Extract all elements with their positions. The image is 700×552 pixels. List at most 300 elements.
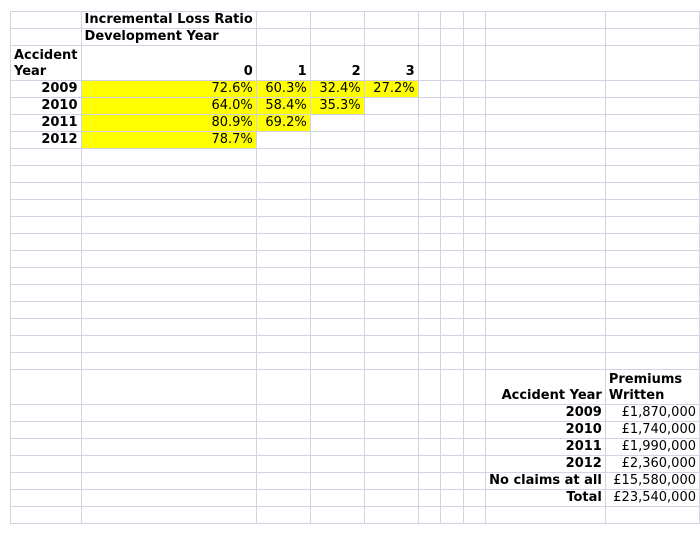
sheet-row <box>11 183 700 200</box>
sheet-cell[interactable] <box>364 251 418 268</box>
sheet-cell[interactable] <box>441 234 464 251</box>
sheet-cell[interactable] <box>441 251 464 268</box>
sheet-cell[interactable] <box>463 234 486 251</box>
sheet-cell[interactable] <box>463 217 486 234</box>
sheet-cell[interactable] <box>441 473 464 490</box>
accident-year-cell[interactable]: 2009 <box>11 81 82 98</box>
sheet-cell[interactable] <box>441 29 464 46</box>
sheet-cell[interactable] <box>441 370 464 405</box>
sheet-cell[interactable] <box>463 353 486 370</box>
dev-year-header[interactable]: 3 <box>364 46 418 81</box>
sheet-cell[interactable] <box>418 439 441 456</box>
sheet-cell[interactable] <box>486 183 606 200</box>
sheet-cell[interactable] <box>364 370 418 405</box>
sheet-cell[interactable] <box>310 319 364 336</box>
sheet-cell[interactable] <box>364 456 418 473</box>
sheet-cell[interactable] <box>441 12 464 29</box>
sheet-cell[interactable] <box>441 115 464 132</box>
sheet-cell[interactable] <box>441 490 464 507</box>
sheet-cell[interactable] <box>463 422 486 439</box>
accident-year-cell[interactable]: 2010 <box>11 98 82 115</box>
sheet-cell[interactable] <box>81 490 256 507</box>
sheet-cell[interactable] <box>418 456 441 473</box>
sheet-cell[interactable] <box>364 12 418 29</box>
sheet-cell[interactable] <box>310 251 364 268</box>
sheet-row <box>11 46 700 81</box>
sheet-cell[interactable] <box>605 319 699 336</box>
sheet-cell[interactable] <box>256 285 310 302</box>
sheet-cell[interactable] <box>605 353 699 370</box>
sheet-cell[interactable] <box>310 149 364 166</box>
sheet-cell[interactable] <box>364 353 418 370</box>
sheet-cell[interactable] <box>11 268 82 285</box>
sheet-cell[interactable] <box>463 251 486 268</box>
loss-ratio-title[interactable]: Incremental Loss Ratio <box>81 12 256 29</box>
sheet-cell[interactable] <box>256 12 310 29</box>
accident-year-cell[interactable]: 2012 <box>11 132 82 149</box>
sheet-cell[interactable] <box>11 12 82 29</box>
sheet-cell[interactable] <box>81 473 256 490</box>
sheet-cell[interactable] <box>81 149 256 166</box>
sheet-cell[interactable] <box>486 217 606 234</box>
sheet-cell[interactable] <box>364 473 418 490</box>
sheet-cell[interactable] <box>441 353 464 370</box>
accident-year-cell[interactable]: 2011 <box>11 115 82 132</box>
sheet-cell[interactable] <box>364 439 418 456</box>
sheet-cell[interactable] <box>463 81 486 98</box>
sheet-cell[interactable] <box>11 29 82 46</box>
sheet-cell[interactable] <box>11 405 82 422</box>
sheet-cell[interactable] <box>441 217 464 234</box>
sheet-cell[interactable] <box>486 29 606 46</box>
sheet-cell[interactable] <box>256 217 310 234</box>
sheet-cell[interactable] <box>81 302 256 319</box>
sheet-cell[interactable] <box>486 166 606 183</box>
sheet-cell[interactable] <box>11 217 82 234</box>
sheet-cell[interactable] <box>486 115 606 132</box>
sheet-cell[interactable] <box>605 132 699 149</box>
sheet-cell[interactable] <box>310 268 364 285</box>
sheet-cell[interactable] <box>364 183 418 200</box>
sheet-cell[interactable] <box>256 456 310 473</box>
sheet-cell[interactable] <box>310 353 364 370</box>
sheet-cell[interactable] <box>256 490 310 507</box>
sheet-cell[interactable] <box>256 370 310 405</box>
sheet-cell[interactable] <box>441 98 464 115</box>
sheet-cell[interactable] <box>256 166 310 183</box>
sheet-cell[interactable] <box>310 439 364 456</box>
sheet-cell[interactable] <box>418 217 441 234</box>
sheet-cell[interactable] <box>418 251 441 268</box>
sheet-cell[interactable] <box>605 29 699 46</box>
sheet-cell[interactable] <box>310 473 364 490</box>
sheet-cell[interactable] <box>418 81 441 98</box>
sheet-cell[interactable] <box>441 200 464 217</box>
sheet-cell[interactable] <box>364 422 418 439</box>
sheet-cell[interactable] <box>310 132 364 149</box>
loss-ratio-cell[interactable]: 35.3% <box>310 98 364 115</box>
sheet-cell[interactable] <box>11 456 82 473</box>
sheet-row <box>11 353 700 370</box>
sheet-cell[interactable] <box>310 12 364 29</box>
sheet-row <box>11 98 700 115</box>
sheet-cell[interactable] <box>486 200 606 217</box>
premium-value[interactable]: £15,580,000 <box>605 473 699 490</box>
sheet-cell[interactable] <box>486 507 606 524</box>
sheet-cell[interactable] <box>11 439 82 456</box>
sheet-cell[interactable] <box>256 251 310 268</box>
sheet-cell[interactable] <box>81 234 256 251</box>
sheet-cell[interactable] <box>463 336 486 353</box>
sheet-cell[interactable] <box>605 200 699 217</box>
sheet-cell[interactable] <box>11 200 82 217</box>
premium-year-label[interactable]: Total <box>486 490 606 507</box>
sheet-cell[interactable] <box>418 234 441 251</box>
sheet-cell[interactable] <box>11 507 82 524</box>
sheet-cell[interactable] <box>605 217 699 234</box>
sheet-cell[interactable] <box>418 166 441 183</box>
loss-ratio-cell[interactable]: 78.7% <box>81 132 256 149</box>
sheet-cell[interactable] <box>441 268 464 285</box>
sheet-cell[interactable] <box>605 234 699 251</box>
sheet-cell[interactable] <box>11 149 82 166</box>
sheet-cell[interactable] <box>418 370 441 405</box>
sheet-cell[interactable] <box>486 336 606 353</box>
sheet-cell[interactable] <box>256 268 310 285</box>
sheet-cell[interactable] <box>256 149 310 166</box>
sheet-cell[interactable] <box>310 217 364 234</box>
sheet-cell[interactable] <box>486 268 606 285</box>
sheet-cell[interactable] <box>310 422 364 439</box>
sheet-cell[interactable] <box>256 336 310 353</box>
sheet-cell[interactable] <box>11 183 82 200</box>
sheet-cell[interactable] <box>605 336 699 353</box>
sheet-cell[interactable] <box>11 251 82 268</box>
sheet-cell[interactable] <box>310 285 364 302</box>
sheet-cell[interactable] <box>256 439 310 456</box>
sheet-cell[interactable] <box>11 166 82 183</box>
sheet-cell[interactable] <box>81 456 256 473</box>
sheet-cell[interactable] <box>256 302 310 319</box>
sheet-cell[interactable] <box>441 132 464 149</box>
sheet-cell[interactable] <box>364 166 418 183</box>
sheet-row <box>11 251 700 268</box>
sheet-row <box>11 234 700 251</box>
sheet-cell[interactable] <box>486 234 606 251</box>
sheet-cell[interactable] <box>81 319 256 336</box>
dev-year-header[interactable]: 1 <box>256 46 310 81</box>
sheet-cell[interactable] <box>81 166 256 183</box>
sheet-cell[interactable] <box>463 29 486 46</box>
sheet-row <box>11 507 700 524</box>
sheet-cell[interactable] <box>486 319 606 336</box>
sheet-cell[interactable] <box>11 302 82 319</box>
sheet-cell[interactable] <box>418 149 441 166</box>
loss-ratio-cell[interactable]: 72.6% <box>81 81 256 98</box>
sheet-cell[interactable] <box>441 81 464 98</box>
sheet-cell[interactable] <box>11 353 82 370</box>
sheet-cell[interactable] <box>463 200 486 217</box>
sheet-cell[interactable] <box>441 149 464 166</box>
sheet-cell[interactable] <box>418 285 441 302</box>
sheet-cell[interactable] <box>463 285 486 302</box>
sheet-cell[interactable] <box>81 422 256 439</box>
sheet-cell[interactable] <box>463 405 486 422</box>
sheet-cell[interactable] <box>364 268 418 285</box>
sheet-cell[interactable] <box>364 149 418 166</box>
premium-value[interactable]: £2,360,000 <box>605 456 699 473</box>
premium-year-label[interactable]: 2011 <box>486 439 606 456</box>
sheet-cell[interactable] <box>486 285 606 302</box>
sheet-cell[interactable] <box>418 268 441 285</box>
sheet-cell[interactable] <box>441 405 464 422</box>
sheet-row <box>11 490 700 507</box>
sheet-row <box>11 115 700 132</box>
sheet-cell[interactable] <box>605 149 699 166</box>
sheet-cell[interactable] <box>81 507 256 524</box>
sheet-cell[interactable] <box>463 115 486 132</box>
sheet-cell[interactable] <box>81 439 256 456</box>
sheet-cell[interactable] <box>418 490 441 507</box>
sheet-row <box>11 456 700 473</box>
sheet-cell[interactable] <box>81 336 256 353</box>
sheet-row <box>11 405 700 422</box>
sheet-cell[interactable] <box>364 132 418 149</box>
sheet-cell[interactable] <box>605 268 699 285</box>
sheet-cell[interactable] <box>605 115 699 132</box>
loss-ratio-cell[interactable]: 69.2% <box>256 115 310 132</box>
sheet-cell[interactable] <box>605 285 699 302</box>
sheet-cell[interactable] <box>418 200 441 217</box>
sheet-cell[interactable] <box>364 29 418 46</box>
sheet-cell[interactable] <box>11 422 82 439</box>
loss-ratio-cell[interactable]: 64.0% <box>81 98 256 115</box>
loss-ratio-cell[interactable]: 80.9% <box>81 115 256 132</box>
sheet-cell[interactable] <box>364 285 418 302</box>
sheet-cell[interactable] <box>256 473 310 490</box>
premium-year-label[interactable]: 2010 <box>486 422 606 439</box>
sheet-cell[interactable] <box>11 285 82 302</box>
sheet-cell[interactable] <box>463 183 486 200</box>
sheet-cell[interactable] <box>418 319 441 336</box>
sheet-cell[interactable] <box>486 132 606 149</box>
sheet-cell[interactable] <box>463 166 486 183</box>
sheet-cell[interactable] <box>256 200 310 217</box>
sheet-cell[interactable] <box>256 353 310 370</box>
sheet-cell[interactable] <box>310 183 364 200</box>
sheet-cell[interactable] <box>605 81 699 98</box>
sheet-cell[interactable] <box>418 473 441 490</box>
grid-table <box>10 11 700 524</box>
sheet-cell[interactable] <box>310 490 364 507</box>
sheet-cell[interactable] <box>418 336 441 353</box>
sheet-cell[interactable] <box>81 200 256 217</box>
sheet-row <box>11 302 700 319</box>
sheet-cell[interactable] <box>418 115 441 132</box>
sheet-cell[interactable] <box>463 473 486 490</box>
sheet-cell[interactable] <box>418 12 441 29</box>
sheet-cell[interactable] <box>441 507 464 524</box>
loss-ratio-cell[interactable]: 58.4% <box>256 98 310 115</box>
sheet-cell[interactable] <box>605 507 699 524</box>
sheet-cell[interactable] <box>486 98 606 115</box>
sheet-cell[interactable] <box>364 234 418 251</box>
sheet-cell[interactable] <box>364 405 418 422</box>
sheet-cell[interactable] <box>310 234 364 251</box>
sheet-cell[interactable] <box>463 302 486 319</box>
sheet-cell[interactable] <box>81 285 256 302</box>
sheet-cell[interactable] <box>364 490 418 507</box>
premiums-accident-year-header[interactable]: Accident Year <box>486 370 606 405</box>
premiums-written-header[interactable]: Premiums Written <box>605 370 699 405</box>
sheet-row <box>11 132 700 149</box>
sheet-cell[interactable] <box>310 456 364 473</box>
sheet-cell[interactable] <box>81 183 256 200</box>
sheet-cell[interactable] <box>364 507 418 524</box>
sheet-cell[interactable] <box>310 29 364 46</box>
sheet-cell[interactable] <box>11 319 82 336</box>
sheet-cell[interactable] <box>364 217 418 234</box>
sheet-cell[interactable] <box>256 234 310 251</box>
sheet-cell[interactable] <box>605 183 699 200</box>
loss-ratio-cell[interactable]: 32.4% <box>310 81 364 98</box>
sheet-cell[interactable] <box>486 353 606 370</box>
sheet-cell[interactable] <box>463 439 486 456</box>
premium-year-label[interactable]: 2009 <box>486 405 606 422</box>
sheet-cell[interactable] <box>256 319 310 336</box>
premium-year-label[interactable]: No claims at all <box>486 473 606 490</box>
sheet-cell[interactable] <box>463 46 486 81</box>
sheet-cell[interactable] <box>418 302 441 319</box>
sheet-cell[interactable] <box>486 46 606 81</box>
sheet-cell[interactable] <box>441 439 464 456</box>
sheet-cell[interactable] <box>418 29 441 46</box>
sheet-cell[interactable] <box>310 115 364 132</box>
sheet-cell[interactable] <box>486 81 606 98</box>
sheet-cell[interactable] <box>486 302 606 319</box>
sheet-row <box>11 81 700 98</box>
sheet-cell[interactable] <box>441 46 464 81</box>
sheet-cell[interactable] <box>364 98 418 115</box>
sheet-cell[interactable] <box>486 149 606 166</box>
sheet-cell[interactable] <box>11 370 82 405</box>
sheet-cell[interactable] <box>81 370 256 405</box>
sheet-cell[interactable] <box>605 46 699 81</box>
sheet-row <box>11 149 700 166</box>
sheet-cell[interactable] <box>81 268 256 285</box>
sheet-cell[interactable] <box>463 370 486 405</box>
sheet-cell[interactable] <box>418 422 441 439</box>
sheet-cell[interactable] <box>486 12 606 29</box>
sheet-cell[interactable] <box>310 336 364 353</box>
sheet-cell[interactable] <box>364 302 418 319</box>
sheet-row <box>11 439 700 456</box>
accident-year-header[interactable]: Accident Year <box>11 46 82 81</box>
sheet-cell[interactable] <box>256 183 310 200</box>
premium-value[interactable]: £1,870,000 <box>605 405 699 422</box>
sheet-cell[interactable] <box>310 405 364 422</box>
sheet-cell[interactable] <box>11 336 82 353</box>
sheet-cell[interactable] <box>256 132 310 149</box>
sheet-cell[interactable] <box>463 98 486 115</box>
sheet-cell[interactable] <box>418 98 441 115</box>
sheet-cell[interactable] <box>11 490 82 507</box>
sheet-cell[interactable] <box>441 302 464 319</box>
sheet-cell[interactable] <box>486 251 606 268</box>
sheet-row <box>11 12 700 29</box>
sheet-cell[interactable] <box>256 29 310 46</box>
sheet-cell[interactable] <box>441 422 464 439</box>
sheet-cell[interactable] <box>81 405 256 422</box>
sheet-cell[interactable] <box>463 319 486 336</box>
dev-year-header[interactable]: 2 <box>310 46 364 81</box>
sheet-cell[interactable] <box>463 456 486 473</box>
sheet-cell[interactable] <box>463 507 486 524</box>
sheet-cell[interactable] <box>441 183 464 200</box>
sheet-cell[interactable] <box>463 149 486 166</box>
sheet-cell[interactable] <box>310 370 364 405</box>
sheet-cell[interactable] <box>441 336 464 353</box>
sheet-cell[interactable] <box>310 200 364 217</box>
dev-year-header[interactable]: 0 <box>81 46 256 81</box>
sheet-cell[interactable] <box>605 166 699 183</box>
sheet-cell[interactable] <box>418 132 441 149</box>
loss-ratio-cell[interactable]: 27.2% <box>364 81 418 98</box>
sheet-cell[interactable] <box>310 302 364 319</box>
sheet-cell[interactable] <box>310 166 364 183</box>
spreadsheet-grid[interactable] <box>10 11 700 524</box>
sheet-cell[interactable] <box>364 319 418 336</box>
loss-ratio-cell[interactable]: 60.3% <box>256 81 310 98</box>
sheet-cell[interactable] <box>463 12 486 29</box>
sheet-row <box>11 29 700 46</box>
sheet-cell[interactable] <box>310 507 364 524</box>
sheet-cell[interactable] <box>605 302 699 319</box>
premium-value[interactable]: £1,990,000 <box>605 439 699 456</box>
sheet-cell[interactable] <box>81 353 256 370</box>
sheet-cell[interactable] <box>605 98 699 115</box>
sheet-cell[interactable] <box>605 251 699 268</box>
sheet-cell[interactable] <box>364 336 418 353</box>
sheet-cell[interactable] <box>418 46 441 81</box>
sheet-cell[interactable] <box>81 217 256 234</box>
sheet-cell[interactable] <box>256 507 310 524</box>
sheet-cell[interactable] <box>364 200 418 217</box>
sheet-cell[interactable] <box>463 268 486 285</box>
development-year-label[interactable]: Development Year <box>81 29 256 46</box>
premium-year-label[interactable]: 2012 <box>486 456 606 473</box>
sheet-cell[interactable] <box>418 507 441 524</box>
sheet-cell[interactable] <box>441 285 464 302</box>
sheet-cell[interactable] <box>256 422 310 439</box>
sheet-cell[interactable] <box>605 12 699 29</box>
sheet-cell[interactable] <box>418 405 441 422</box>
sheet-cell[interactable] <box>441 456 464 473</box>
premium-value[interactable]: £1,740,000 <box>605 422 699 439</box>
sheet-cell[interactable] <box>81 251 256 268</box>
sheet-cell[interactable] <box>418 183 441 200</box>
sheet-cell[interactable] <box>441 319 464 336</box>
premium-value[interactable]: £23,540,000 <box>605 490 699 507</box>
sheet-cell[interactable] <box>364 115 418 132</box>
sheet-cell[interactable] <box>418 353 441 370</box>
sheet-cell[interactable] <box>463 132 486 149</box>
sheet-cell[interactable] <box>11 234 82 251</box>
sheet-cell[interactable] <box>11 473 82 490</box>
sheet-cell[interactable] <box>463 490 486 507</box>
sheet-cell[interactable] <box>441 166 464 183</box>
sheet-cell[interactable] <box>256 405 310 422</box>
